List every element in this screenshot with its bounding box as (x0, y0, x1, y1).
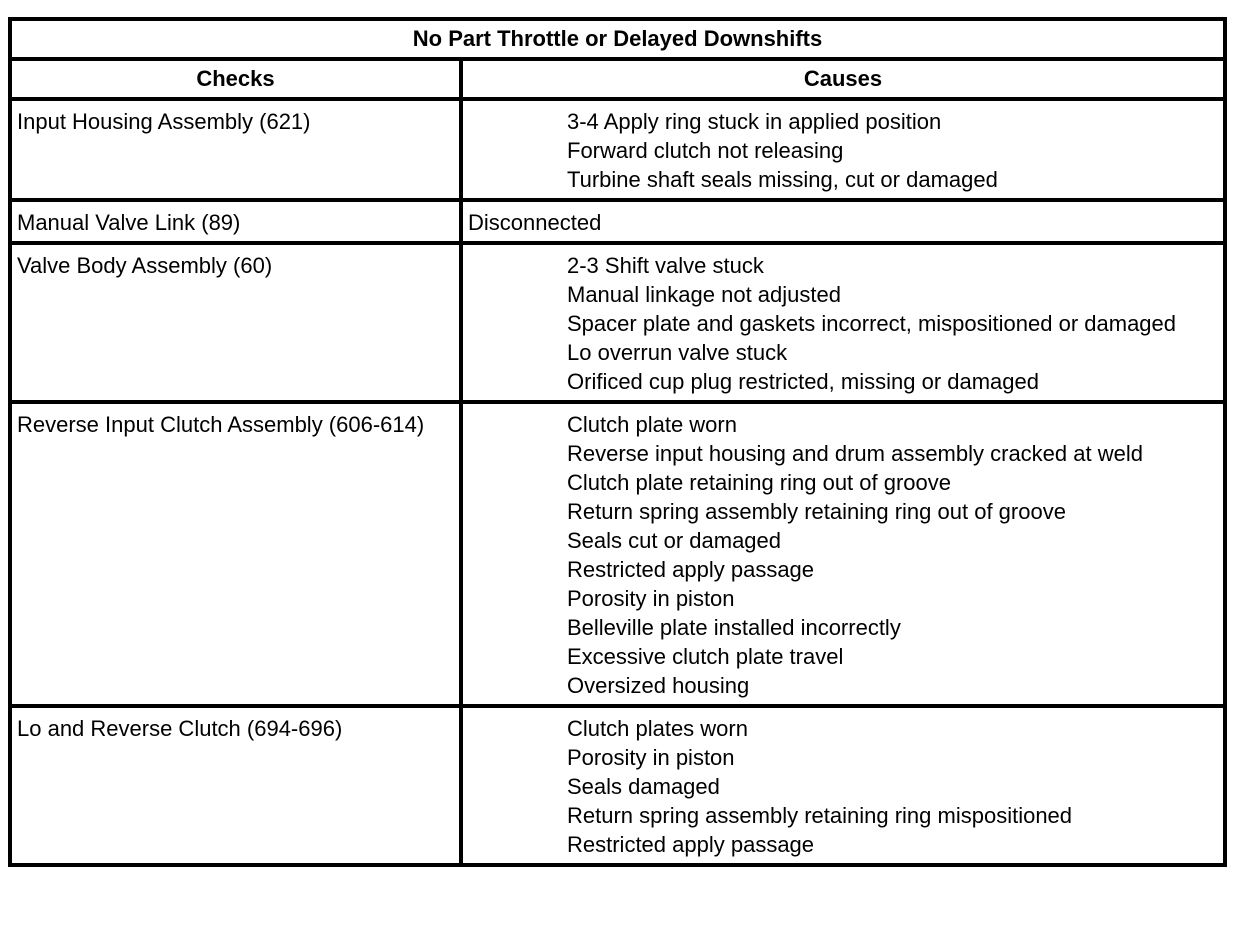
cause-item: Oversized housing (567, 673, 750, 698)
cause-item: Turbine shaft seals missing, cut or damaged (567, 167, 998, 192)
table-title-row (10, 19, 1225, 59)
cause-item: Porosity in piston (567, 586, 735, 611)
causes-cell (461, 99, 1225, 200)
cause-item: Clutch plate retaining ring out of groove (567, 470, 952, 495)
cause-item: Forward clutch not releasing (567, 138, 844, 163)
cause-item: Porosity in piston (567, 745, 735, 770)
cause-item: Clutch plate worn (567, 412, 737, 437)
causes-cell (461, 402, 1225, 706)
check-cell: Input Housing Assembly (621) (10, 99, 461, 200)
column-header-checks: Checks (10, 59, 461, 99)
cause-item: Reverse input housing and drum assembly cracked at weld (567, 441, 1143, 466)
column-header-causes: Causes (461, 59, 1225, 99)
cause-item: Disconnected (468, 210, 602, 235)
cause-item: Return spring assembly retaining ring out of groove (567, 499, 1066, 524)
cause-item: Seals damaged (567, 774, 720, 799)
cause-item: Lo overrun valve stuck (567, 340, 788, 365)
table-title: No Part Throttle or Delayed Downshifts (10, 19, 1225, 59)
causes-cell (461, 200, 1225, 243)
table-header-row (10, 59, 1225, 99)
check-cell: Valve Body Assembly (60) (10, 243, 461, 402)
cause-item: Manual linkage not adjusted (567, 282, 841, 307)
causes-cell (461, 243, 1225, 402)
cause-item: 3-4 Apply ring stuck in applied position (567, 109, 942, 134)
table-row (10, 706, 1225, 865)
check-cell: Reverse Input Clutch Assembly (606-614) (10, 402, 461, 706)
table-row (10, 99, 1225, 200)
cause-item: Restricted apply passage (567, 557, 815, 582)
cause-item: Restricted apply passage (567, 832, 815, 857)
cause-item: Clutch plates worn (567, 716, 748, 741)
check-cell: Lo and Reverse Clutch (694-696) (10, 706, 461, 865)
cause-item: 2-3 Shift valve stuck (567, 253, 764, 278)
table-row (10, 402, 1225, 706)
cause-item: Belleville plate installed incorrectly (567, 615, 901, 640)
cause-item: Orificed cup plug restricted, missing or damaged (567, 369, 1039, 394)
diagnosis-table (8, 17, 1227, 867)
cause-item: Seals cut or damaged (567, 528, 782, 553)
cause-item: Spacer plate and gaskets incorrect, mispositioned or damaged (567, 311, 1177, 336)
table-row (10, 243, 1225, 402)
cause-item: Excessive clutch plate travel (567, 644, 844, 669)
causes-cell (461, 706, 1225, 865)
cause-item: Return spring assembly retaining ring mispositioned (567, 803, 1073, 828)
check-cell: Manual Valve Link (89) (10, 200, 461, 243)
table-row (10, 200, 1225, 243)
